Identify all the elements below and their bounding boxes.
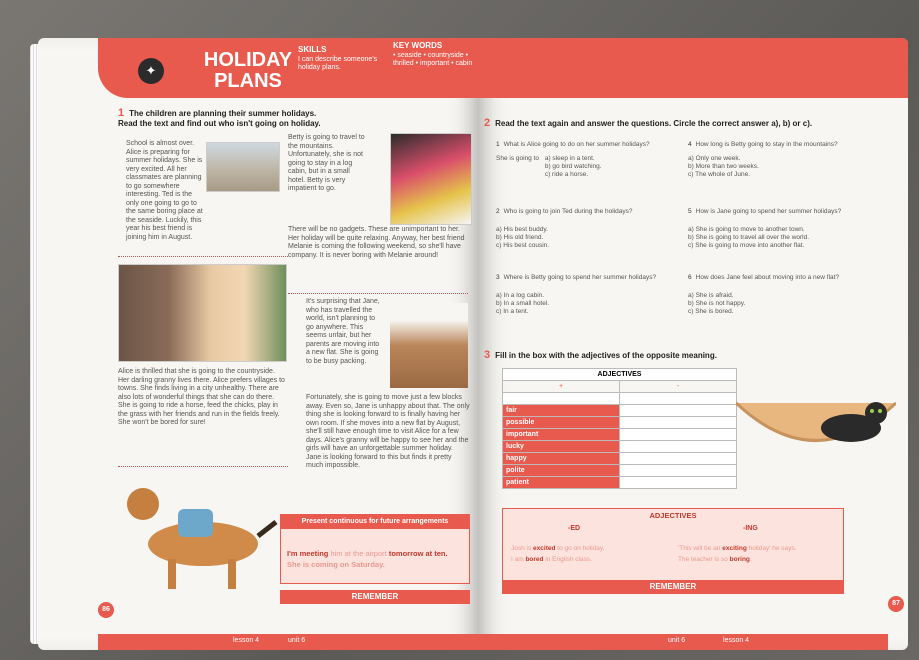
remember-example-1: [287, 549, 448, 559]
answer-options: [496, 226, 676, 250]
exercise-2-title: [484, 118, 904, 129]
exercise-1-line-1: The children are planning their summer holidays.: [129, 109, 317, 118]
paragraph-betty-2: There will be no gadgets. These are unimportant to her. Her holiday will be quite relaxing. Anyway, her best friend Melanie is coming the following weekend, so she'll have company. It is never boring with Melanie around!: [288, 226, 465, 259]
adjective-cell: patient: [503, 477, 620, 489]
header-band: [478, 38, 908, 98]
exercise-3-instruction: Fill in the box with the adjectives of the opposite meaning.: [495, 351, 717, 360]
exercise-number: 2: [484, 117, 491, 129]
exercise-3-title: [484, 350, 904, 361]
paragraph-alice: Alice is thrilled that she is going to the countryside. Her darling granny lives there. Alice prefers villages to towns. She finds living in a city unhealthy. There are also lots of wonderful things that she can do there. She is going to ride a horse, feed the chicks, play in the grass with her friends and run in the fields freely. She won't be bored for sure!: [118, 368, 285, 426]
answer-options: [688, 226, 868, 250]
question-number: 6: [688, 274, 692, 281]
option-a[interactable]: a) Only one week.: [688, 155, 741, 162]
adjective-cell: fair: [503, 405, 620, 417]
question-text: How does Jane feel about moving into a new flat?: [695, 274, 840, 281]
title-line-1: HOLIDAY: [203, 49, 293, 71]
question-6: [688, 274, 868, 316]
footer-left: [98, 634, 478, 650]
example-phrase: .: [749, 556, 752, 563]
dog-with-backpack-illustration: [108, 474, 278, 594]
dog-head: [127, 488, 159, 520]
example-phrase: Josh is: [511, 545, 534, 552]
option-c[interactable]: c) She is going to move into another flat.: [688, 242, 805, 249]
example-ed-1: [511, 545, 604, 552]
open-textbook: [38, 38, 908, 650]
answer-cell[interactable]: [620, 405, 737, 417]
column-ing: -ING: [743, 525, 758, 532]
exercise-number: 3: [484, 349, 491, 361]
adjective-cell: happy: [503, 453, 620, 465]
answer-options: [545, 155, 602, 179]
example-phrase: 'This will be an: [678, 545, 723, 552]
question-number: 2: [496, 208, 500, 215]
option-c[interactable]: c) His best cousin.: [496, 242, 550, 249]
dog-leg: [228, 559, 236, 589]
remember-label: REMEMBER: [280, 590, 470, 604]
answer-row: [496, 155, 676, 179]
dog-backpack: [178, 509, 213, 537]
option-c[interactable]: c) In a tent.: [496, 308, 529, 315]
photo-car-luggage: [390, 133, 472, 225]
dotted-divider: [288, 293, 468, 294]
option-c[interactable]: c) She is bored.: [688, 308, 734, 315]
dog-tail: [258, 522, 276, 536]
option-a[interactable]: a) sleep in a tent.: [544, 155, 595, 162]
dotted-divider: [118, 256, 288, 257]
photo-beach-boys: [206, 142, 280, 192]
example-phrase: boring: [729, 556, 750, 563]
keywords-box: [393, 42, 478, 68]
lesson-label: lesson 4: [233, 637, 260, 644]
option-b[interactable]: b) His old friend.: [496, 234, 544, 241]
column-ed: -ED: [568, 525, 581, 532]
cat-eye: [870, 409, 874, 413]
answer-cell[interactable]: [620, 393, 737, 405]
column-header-positive: +: [503, 381, 620, 393]
question-number: 5: [688, 208, 692, 215]
table-header: ADJECTIVES: [503, 369, 737, 381]
paragraph-jane-2: Fortunately, she is going to move just a few blocks away. Even so, Jane is unhappy about that. The only thing she is looking forward to is finally having her own room. If she moves into a new flat by August, she'll still have enough time to visit Alice for a few days. Alice's granny will be happy to see her and the girls will have an unforgettable summer holiday. Jane is looking forward to this but finds it pretty much impossible.: [306, 394, 470, 469]
answer-options: [496, 292, 676, 316]
option-b[interactable]: b) In a small hotel.: [496, 300, 550, 307]
option-c[interactable]: c) ride a horse.: [544, 171, 589, 178]
unit-label: unit 6: [288, 637, 306, 644]
lesson-label: lesson 4: [723, 637, 750, 644]
left-page: [38, 38, 478, 650]
answer-cell[interactable]: [620, 477, 737, 489]
answer-cell[interactable]: [620, 429, 737, 441]
photo-girl-boxes: [390, 303, 468, 388]
option-b[interactable]: b) go bird watching.: [544, 163, 602, 170]
skills-text: I can describe someone's holiday plans.: [298, 56, 378, 71]
example-phrase: exciting: [722, 545, 747, 552]
question-3: [496, 274, 676, 316]
question-1: [496, 141, 676, 179]
adjective-cell: possible: [503, 417, 620, 429]
remember-label: REMEMBER: [502, 580, 844, 594]
remember-title: ADJECTIVES: [649, 511, 697, 520]
compass-logo-icon: ✦: [138, 58, 164, 84]
exercise-2-instruction: Read the text again and answer the questions. Circle the correct answer a), b) or c).: [495, 119, 813, 128]
option-a[interactable]: a) His best buddy.: [496, 226, 548, 233]
unit-label: unit 6: [668, 637, 686, 644]
example-ing-2: [678, 556, 752, 563]
question-text: How long is Betty going to stay in the mountains?: [695, 141, 838, 148]
paragraph-jane-1: It's surprising that Jane, who has travelled the world, isn't planning to go anywhere. This seems unfair, but her parents are moving into a new flat. She is going to be busy packing.: [306, 298, 380, 365]
question-text: How is Jane going to spend her summer holidays?: [695, 208, 842, 215]
option-b[interactable]: b) More than two weeks.: [688, 163, 759, 170]
answer-cell[interactable]: [620, 417, 737, 429]
question-number: 1: [496, 141, 500, 148]
question-5: [688, 208, 868, 250]
question-4: [688, 141, 868, 179]
cat-head: [865, 402, 887, 424]
question-2: [496, 208, 676, 250]
adjective-cell: polite: [503, 465, 620, 477]
page-number: 87: [888, 596, 904, 612]
question-number: 3: [496, 274, 500, 281]
example-phrase: him at the airport: [328, 549, 389, 558]
remember-title: Present continuous for future arrangements: [281, 515, 469, 529]
paragraph-betty-1: Betty is going to travel to the mountains. Unfortunately, she is not going to stay in a log cabin, but in a small hotel. Betty is very impatient to go.: [288, 134, 365, 192]
adjectives-table: [502, 368, 737, 489]
answer-options: [688, 292, 868, 316]
cat-in-hammock-illustration: [736, 383, 896, 483]
adjective-cell: lucky: [503, 441, 620, 453]
answer-cell[interactable]: [620, 453, 737, 465]
question-text: Where is Betty going to spend her summer holidays?: [503, 274, 657, 281]
option-b[interactable]: b) She is going to travel all over the world.: [688, 234, 810, 241]
example-ed-2: [511, 556, 592, 563]
exercise-number: 1: [118, 107, 125, 119]
question-text: What is Alice going to do on her summer holidays?: [503, 141, 650, 148]
answer-prefix: She is going to: [496, 155, 540, 162]
answer-cell[interactable]: [620, 441, 737, 453]
option-b[interactable]: b) She is not happy.: [688, 300, 746, 307]
photo-girl-ponies: [118, 264, 287, 362]
example-phrase: holiday' he says.: [746, 545, 797, 552]
dotted-divider: [118, 466, 288, 467]
example-phrase: to go on holiday.: [555, 545, 605, 552]
footer-right: [478, 634, 888, 650]
dog-leg: [168, 559, 176, 589]
answer-options: [688, 155, 868, 179]
example-phrase: bored: [525, 556, 544, 563]
question-text: Who is going to join Ted during the holidays?: [503, 208, 633, 215]
exercise-1-line-2: Read the text and find out who isn't going on holiday.: [118, 119, 321, 128]
example-ing-1: [678, 545, 796, 552]
example-phrase: The teacher is so: [678, 556, 730, 563]
table-cell: [503, 393, 620, 405]
adjective-cell: important: [503, 429, 620, 441]
example-phrase: in English class.: [543, 556, 592, 563]
option-a[interactable]: a) In a log cabin.: [496, 292, 545, 299]
page-title: [188, 50, 308, 92]
remember-box-right: [502, 508, 844, 582]
remember-example-2: She is coming on Saturday.: [287, 560, 385, 569]
option-a[interactable]: a) She is afraid.: [688, 292, 734, 299]
question-number: 4: [688, 141, 692, 148]
remember-box-left: [280, 514, 470, 584]
right-page: [478, 38, 908, 650]
skills-box: [298, 46, 388, 72]
column-header-negative: -: [620, 381, 737, 393]
example-phrase: I am: [511, 556, 526, 563]
example-phrase: excited: [533, 545, 556, 552]
option-a[interactable]: a) She is going to move to another town.: [688, 226, 805, 233]
keywords-text: • seaside • countryside • thrilled • important • cabin: [393, 52, 473, 67]
answer-cell[interactable]: [620, 465, 737, 477]
exercise-1-title: [118, 108, 458, 129]
option-c[interactable]: c) The whole of June.: [688, 171, 751, 178]
keywords-label: KEY WORDS: [393, 41, 443, 50]
paragraph-ted: School is almost over. Alice is preparing for summer holidays. She is very excited. All her classmates are planning to go somewhere interesting. Ted is the only one going to go to the same boring place at the seaside. Luckily, this year his best friend is joining him in August.: [126, 140, 203, 241]
title-line-2: PLANS: [214, 70, 282, 92]
example-phrase: tomorrow at ten.: [388, 549, 448, 558]
example-phrase: I'm meeting: [287, 549, 329, 558]
page-number: 86: [98, 602, 114, 618]
skills-label: SKILLS: [298, 45, 327, 54]
cat-eye: [878, 409, 882, 413]
